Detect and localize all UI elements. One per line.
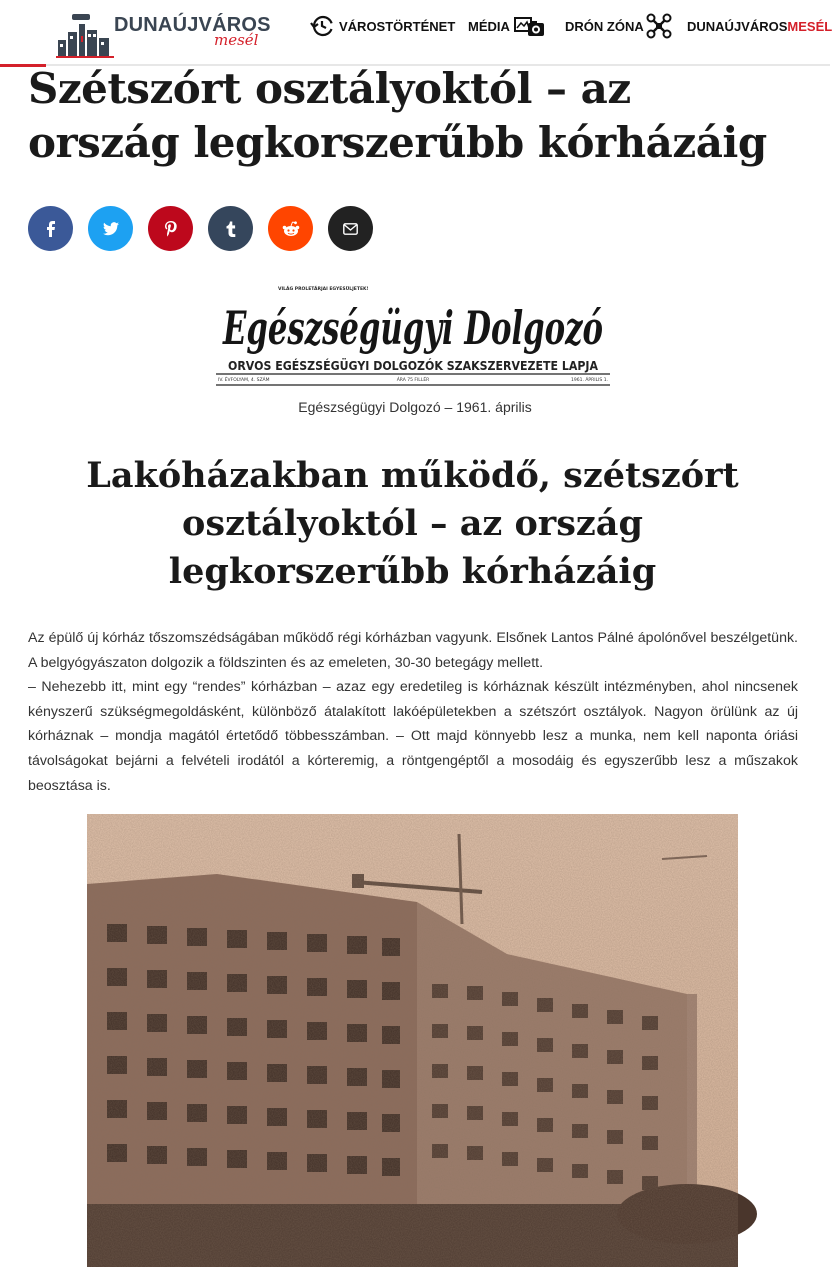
history-icon [310, 14, 334, 38]
hospital-building-photo [87, 814, 738, 1267]
newspaper-masthead-image [216, 282, 632, 388]
masthead-name: Egészségügyi Dolgozó [221, 301, 603, 355]
nav-item-varostortenet[interactable] [310, 14, 455, 38]
nav-label-dron-zona: DRÓN ZÓNA [565, 18, 644, 34]
site-header [0, 0, 830, 64]
tumblr-icon [226, 221, 236, 237]
nav-label-mesel: MESÉL [787, 18, 832, 34]
newspaper-masthead [216, 282, 632, 388]
paragraph: – Nehezebb itt, mint egy “rendes” kórházban – azaz egy eredetileg is kórháznak készült intézményben, ahol nincsenek kényszerű szükségmegoldásként, különböző átalakított lakóépületekben a szétszórt osztályok. Nagyon örülünk az új kórháznak – mondja magától értetődő többesszámban. – Ott majd könnyebb lesz a munka, nem kell naponta óriási távolságokat bejárni a felvételi irodától a kórteremig, a röntgengéptől a mosodáig és egyszerűbb lesz a műszakok beosztása is. [28, 679, 798, 794]
article-body [28, 626, 798, 798]
nav-label-varostortenet: VÁROSTÖRTÉNET [339, 18, 456, 34]
city-skyline-icon [56, 10, 116, 58]
email-icon [343, 223, 358, 235]
page-title: Szétszórt osztályoktól – az ország legkorszerűbb kórházáig [28, 64, 767, 167]
media-icon [512, 14, 546, 38]
share-buttons [28, 206, 373, 251]
masthead-tagline: VILÁG PROLETÁRJAI EGYESÜLJETEK! [278, 287, 369, 292]
reddit-share-button[interactable] [268, 206, 313, 251]
pinterest-icon [164, 221, 178, 237]
masthead-info-mid: ÁRA 75 FILLÉR [396, 378, 430, 383]
nav-item-media[interactable] [468, 14, 546, 38]
hospital-photo-image [87, 814, 738, 1267]
reddit-icon [282, 221, 300, 237]
paragraph: Az épülő új kórház tőszomszédságában működő régi kórházban vagyunk. Elsőnek Lantos Pálné ápolónővel beszélgetünk. A belgyógyászaton dolgozik a földszinten és az emeleten, 30-30 betegágy mellett. [28, 630, 798, 671]
facebook-share-button[interactable] [28, 206, 73, 251]
logo-subtitle: mesél [214, 31, 259, 49]
logo-title: DUNAÚJVÁROS [114, 14, 271, 36]
twitter-share-button[interactable] [88, 206, 133, 251]
masthead-info-left: IV. ÉVFOLYAM, 4. SZÁM [218, 378, 270, 383]
pinterest-share-button[interactable] [148, 206, 193, 251]
nav-label-dunaujvaros: DUNAÚJVÁROS [687, 18, 788, 34]
email-share-button[interactable] [328, 206, 373, 251]
nav-item-dunaujvaros-mesel[interactable] [687, 14, 832, 38]
tumblr-share-button[interactable] [208, 206, 253, 251]
masthead-info-right: 1961. ÁPRILIS 1. [571, 378, 608, 383]
nav-item-dron-zona[interactable] [565, 14, 672, 38]
image-caption: Egészségügyi Dolgozó – 1961. április [298, 399, 532, 415]
drone-icon [646, 13, 672, 39]
nav-label-media: MÉDIA [468, 18, 510, 34]
masthead-sub: ORVOS EGÉSZSÉGÜGYI DOLGOZÓK SZAKSZERVEZETE LAPJA [228, 359, 632, 373]
facebook-icon [45, 221, 57, 237]
article-subtitle: Lakóházakban működő, szétszórt osztályoktól – az ország legkorszerűbb kórházáig [86, 455, 739, 592]
twitter-icon [103, 222, 119, 236]
